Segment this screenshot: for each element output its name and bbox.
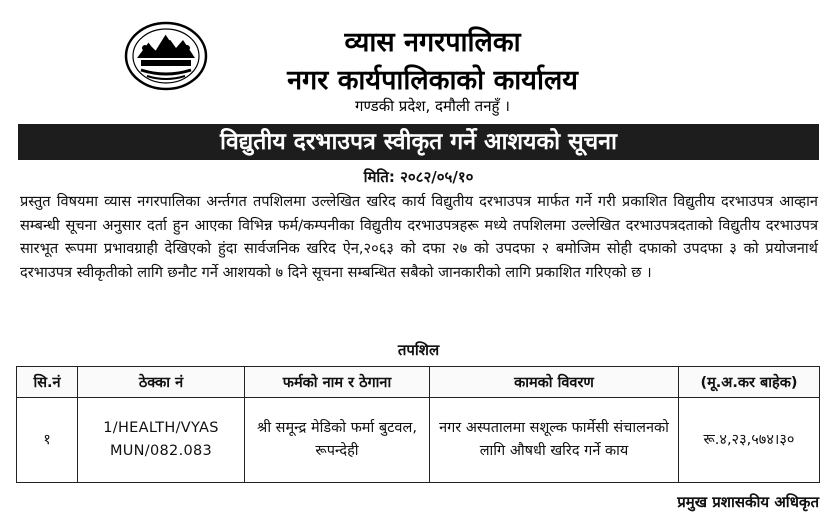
office-name-heading: नगर कार्यपालिकाको कार्यालय [287,65,578,96]
cell-amount: रू.४,२३,५७४।३० [679,398,820,483]
notice-body: प्रस्तुत विषयमा व्यास नगरपालिका अर्न्तगत तपशिलमा उल्लेखित खरिद कार्य विद्युतीय दरभाउपत्र मार्फत गर्ने गरी प्रकाशित विद्युतीय दरभाउपत्र आव्हान सम्बन्धी सूचना अनुसार दर्ता हुन आएका विभिन्न फर्म/कम्पनीका विद्युतीय दरभाउपत्रहरू मध्ये तपशिलमा उल्लेखित दरभाउपत्रदताको विद्युतीय दरभाउपत्र सारभूत रूपमा प्रभावग्राही देखिएको हुंदा सार्वजनिक खरिद ऐन,२०६३ को दफा २७ को उपदफा २ बमोजिम सोही दफाको उपदफा ३ को प्रयोजनार्थ दरभाउपत्र स्वीकृतीको लागि छनौट गर्ने आशयको ७ दिने सूचना सम्बन्धित सबैको जानकारीको लागि प्रकाशित गरिएको छ । [20,193,818,281]
col-header-description: कामको विवरण [430,367,679,398]
notice-title-banner: विद्युतीय दरभाउपत्र स्वीकृत गर्ने आशयको सूचना [18,124,819,160]
table-header-row [17,367,820,398]
col-header-amount: (मू.अ.कर बाहेक) [679,367,820,398]
col-header-contract-no: ठेक्का नं [78,367,245,398]
org-name-heading: व्यास नगरपालिका [344,27,521,58]
cell-firm: श्री समून्द्र मेडिको फर्मा बुटवल, रूपन्देही [245,398,430,483]
col-header-firm: फर्मको नाम र ठेगाना [245,367,430,398]
table-row [17,398,820,483]
address-line: गण्डकी प्रदेश, दमौली तनहुँ । [355,97,510,115]
details-heading: तपशिल [397,341,440,359]
signatory-title: प्रमुख प्रशासकीय अधिकृत [677,493,819,511]
col-header-sn: सि.नं [17,367,78,398]
cell-contract-no: 1/HEALTH/VYAS MUN/082.083 [78,398,245,483]
notice-date: मिति: २०८२/०५/१० [363,168,474,186]
details-table [16,366,820,483]
cell-description: नगर अस्पतालमा सशूल्क फार्मेसी संचालनको लागि औषधी खरिद गर्ने काय [430,398,679,483]
cell-sn: १ [17,398,78,483]
